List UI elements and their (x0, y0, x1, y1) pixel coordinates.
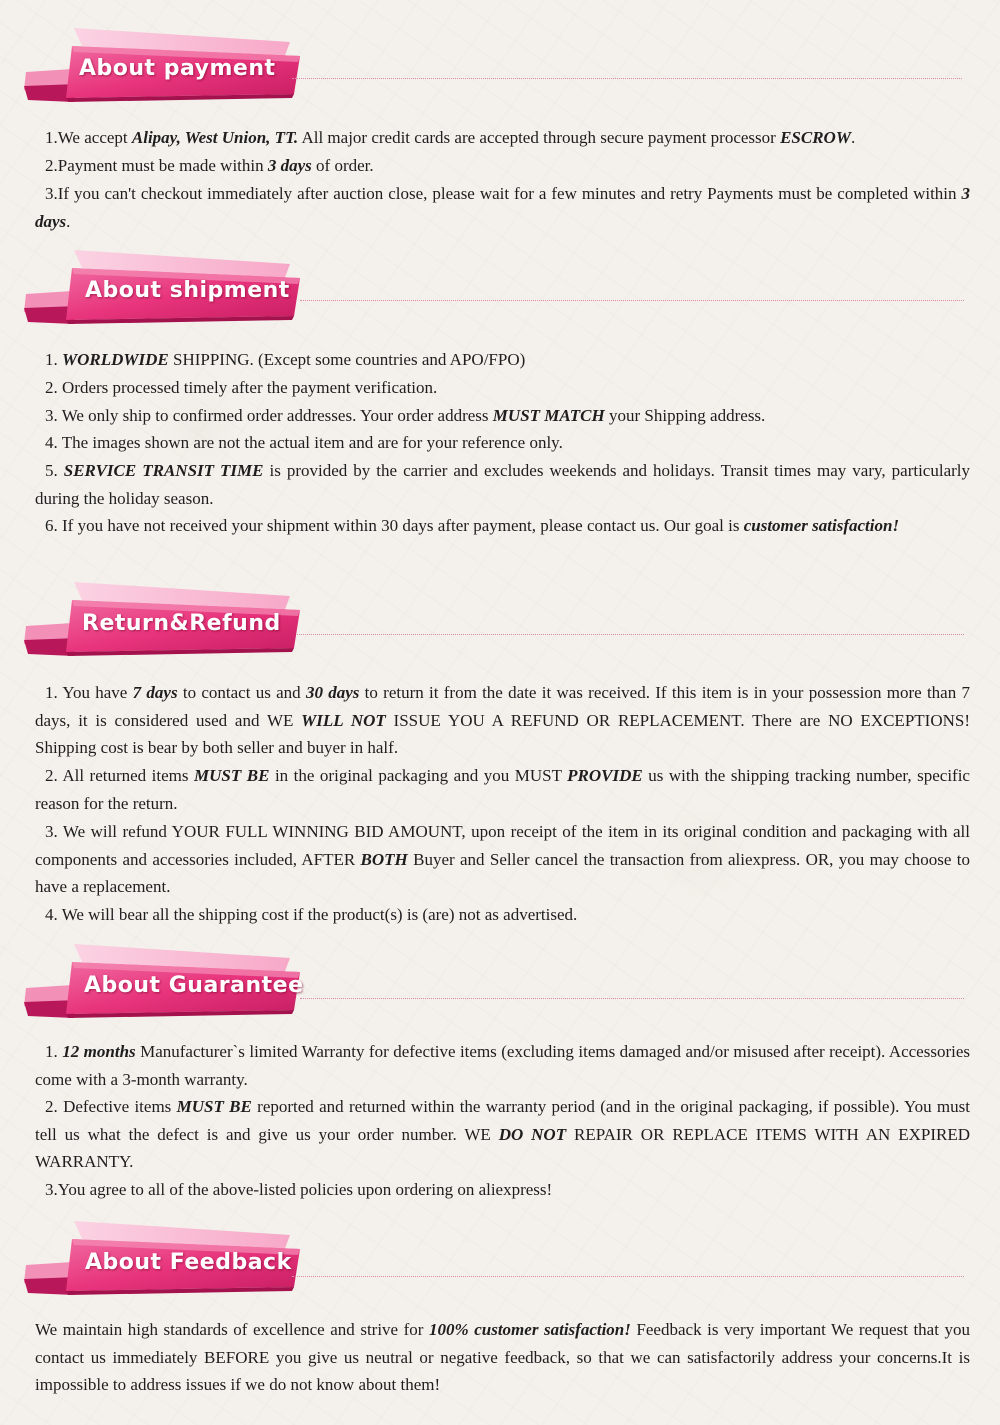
shipment-item-1: 1. WORLDWIDE SHIPPING. (Except some countries and APO/FPO) (45, 350, 526, 369)
section-divider (300, 998, 964, 999)
payment-item-3: 3.If you can't checkout immediately after auction close, please wait for a few minutes and retry Payments must be completed within 3 days. (35, 184, 970, 231)
section-title: About Feedback (85, 1250, 292, 1275)
section-header-guarantee (22, 940, 967, 1020)
shipment-item-4: 4. The images shown are not the actual item and are for your reference only. (45, 433, 563, 452)
section-title: About Guarantee (84, 973, 304, 998)
section-header-payment (22, 24, 967, 104)
payment-item-1: 1.We accept Alipay, West Union, TT. All major credit cards are accepted through secure payment processor ESCROW. (45, 128, 856, 147)
section-title: About payment (79, 56, 276, 81)
section-divider (292, 78, 962, 79)
guarantee-item-1: 1. 12 months Manufacturer`s limited Warranty for defective items (excluding items damaged and/or misused after receipt). Accessories come with a 3-month warranty. (35, 1042, 971, 1089)
shipment-item-5: 5. SERVICE TRANSIT TIME is provided by the carrier and excludes weekends and holidays. Transit times may vary, particularly during the holiday season. (35, 461, 970, 508)
refund-item-2: 2. All returned items MUST BE in the original packaging and you MUST PROVIDE us with the shipping tracking number, specific reason for the return. (35, 766, 970, 813)
section-header-feedback (22, 1217, 967, 1297)
refund-item-3: 3. We will refund YOUR FULL WINNING BID AMOUNT, upon receipt of the item in its original condition and packaging with all components and accessories included, AFTER BOTH Buyer and Seller cancel the transaction from aliexpress. OR, you may choose to have a replacement. (35, 822, 970, 897)
refund-item-1: 1. You have 7 days to contact us and 30 days to return it from the date it was received. If this item is in your possession more than 7 days, it is considered used and WE WILL NOT ISSUE YOU A REFUND OR REPLACEMENT. There are NO EXCEPTIONS! Shipping cost is bear by both seller and buyer in half. (35, 683, 971, 758)
shipment-item-3: 3. We only ship to confirmed order addresses. Your order address MUST MATCH your Shipping address. (45, 406, 766, 425)
guarantee-item-3: 3.You agree to all of the above-listed policies upon ordering on aliexpress! (45, 1180, 553, 1199)
shipment-item-2: 2. Orders processed timely after the payment verification. (45, 378, 438, 397)
section-header-shipment (22, 246, 967, 326)
section-title: About shipment (85, 278, 290, 303)
payment-item-2: 2.Payment must be made within 3 days of order. (45, 156, 374, 175)
shipment-item-6: 6. If you have not received your shipment within 30 days after payment, please contact us. Our goal is customer satisfaction! (45, 516, 900, 535)
feedback-text: We maintain high standards of excellence and strive for 100% customer satisfaction! Feedback is very important We request that you contact us immediately BEFORE you give us neutral or negative feedback, so that we can satisfactorily address your concerns.It is impossible to address issues if we do not know about them! (35, 1320, 970, 1395)
refund-item-4: 4. We will bear all the shipping cost if the product(s) is (are) not as advertised. (45, 905, 578, 924)
section-divider (300, 300, 964, 301)
section-title: Return&Refund (82, 611, 281, 636)
section-divider (297, 634, 964, 635)
guarantee-item-2: 2. Defective items MUST BE reported and returned within the warranty period (and in the original packaging, if possible). You must tell us what the defect is and give us your order number. WE DO NOT REPAIR OR REPLACE ITEMS WITH AN EXPIRED WARRANTY. (35, 1097, 970, 1172)
section-divider (292, 1276, 964, 1277)
section-header-refund (22, 578, 967, 658)
